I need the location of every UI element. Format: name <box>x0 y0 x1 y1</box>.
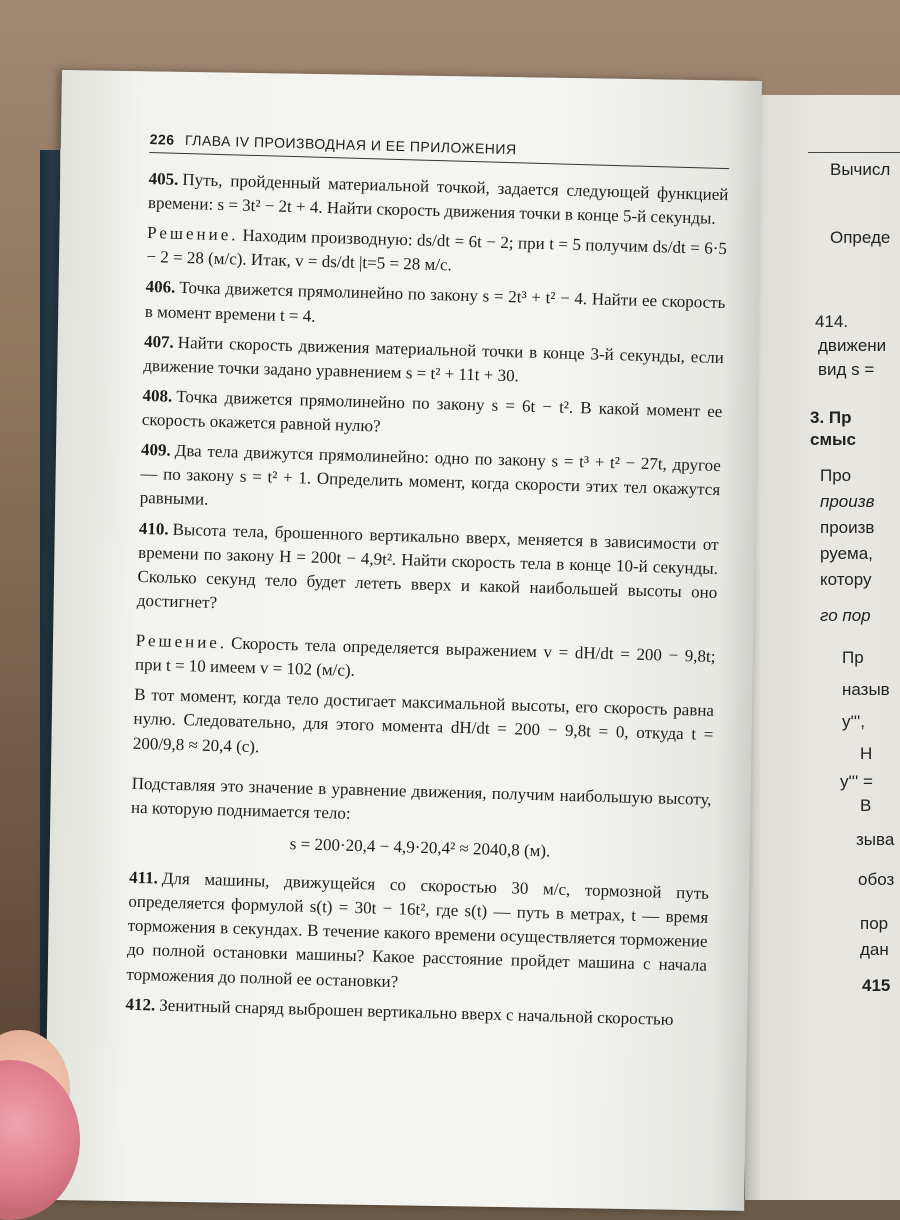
right-page <box>745 95 900 1200</box>
right-line: y''' = <box>840 772 873 791</box>
right-line: Про <box>820 466 852 485</box>
problem-text: Зенитный снаряд выброшен вертикально вверх с начальной скоростью <box>159 995 674 1029</box>
solution-text: Скорость тела определяется выражением v = dH/dt = 200 − 9,8t; при t = 10 имеем v = 102 (м/с). <box>134 633 716 681</box>
problem-number: 408. <box>142 385 173 406</box>
right-line: вид s = <box>818 360 875 379</box>
height-formula: s = 200·20,4 − 4,9·20,4² ≈ 2040,8 (м). <box>289 834 551 861</box>
problem-text: Два тела движутся прямолинейно: одно по закону s = t³ + t² − 27t, другое — по закону s = t² + 1. Определить момент, когда скорости этих тел окажутся равными. <box>139 440 722 510</box>
page-text <box>125 130 730 1039</box>
right-line: смыс <box>810 430 857 449</box>
right-line: Н <box>860 744 873 763</box>
problem-405 <box>148 167 729 231</box>
solution-405 <box>146 221 727 285</box>
page-number: 226 <box>149 130 175 148</box>
problem-number: 409. <box>140 440 172 460</box>
right-line: 3. Пр <box>810 408 852 427</box>
problem-411 <box>126 866 709 1003</box>
right-line: Пр <box>842 648 864 667</box>
problem-number: 412. <box>125 994 156 1015</box>
problem-410 <box>137 516 719 629</box>
right-line: обоз <box>858 870 895 889</box>
problem-text: Точка движется прямолинейно по закону s = 2t³ + t² − 4. Найти ее скорость в момент времени t = 4. <box>144 278 726 326</box>
problem-407 <box>143 330 724 394</box>
right-line: 414. <box>815 312 849 331</box>
right-line: го пор <box>820 606 871 625</box>
problem-text: Найти скорость движения материальной точки в конце 3-й секунды, если движение точки задано уравнением s = t² + 11t + 30. <box>143 332 725 386</box>
right-line: движени <box>818 336 887 355</box>
right-line: 415 <box>862 976 891 995</box>
solution-paragraph: В тот момент, когда тело достигает максимальной высоты, его скорость равна нулю. Следовательно, для этого момента dH/dt = 200 − 9,8t = 0, откуда t = 200/9,8 ≈ 20,4 (с). <box>132 685 715 756</box>
right-page-rule <box>808 152 900 153</box>
right-line: произв <box>820 492 875 511</box>
solution-heading: Решение. <box>146 223 239 245</box>
right-line: В <box>860 796 872 815</box>
problem-number: 405. <box>148 168 179 189</box>
problem-409 <box>139 438 721 527</box>
problem-number: 411. <box>128 867 159 888</box>
solution-text: Находим производную: ds/dt = 6t − 2; при t = 5 получим ds/dt = 6·5 − 2 = 28 (м/с). Итак, v = ds/dt |t=5 = 28 м/с. <box>146 225 728 275</box>
problem-406 <box>145 275 726 339</box>
problem-text: Для машины, движущейся со скоростью 30 м/с, тормозной путь определяется формулой s(t) = 30t − 16t², где s(t) — путь в метрах, t — время торможения в секундах. В течение какого времени осуществляется торможение до полной остановки машины? Какое расстояние пройдет машина с начала торможения до полной ее остановки? <box>126 868 710 991</box>
problem-number: 406. <box>145 277 176 298</box>
right-line: руема, <box>820 544 873 563</box>
right-line: пор <box>860 914 889 933</box>
right-line: зыва <box>856 830 895 849</box>
right-line: дан <box>860 940 889 959</box>
problem-number: 407. <box>143 331 175 352</box>
problem-text: Высота тела, брошенного вертикально вверх, меняется в зависимости от времени по закону H = 200t − 4,9t². Найти скорость тела в конце 10-й секунды. Сколько секунд тело будет лететь вверх и какой наибольшей высоты оно достигнет? <box>136 519 719 612</box>
right-line: назыв <box>842 680 890 699</box>
right-line: котору <box>820 570 872 589</box>
right-line: Опреде <box>830 228 891 247</box>
chapter-title: ГЛАВА IV ПРОИЗВОДНАЯ И ЕЕ ПРИЛОЖЕНИЯ <box>184 131 517 158</box>
right-line: Вычисл <box>830 160 891 179</box>
solution-heading: Решение. <box>135 630 228 653</box>
solution-paragraph: Подставляя это значение в уравнение движения, получим наибольшую высоту, на которую поднимается тело: <box>130 773 712 823</box>
problem-number: 410. <box>138 518 169 539</box>
right-line: y''', <box>842 712 865 731</box>
right-line: произв <box>820 518 875 537</box>
problem-text: Точка движется прямолинейно по закону s = 6t − t². В какой момент ее скорость окажется равной нулю? <box>141 386 723 436</box>
problem-text: Путь, пройденный материальной точкой, задается следующей функцией времени: s = 3t² − 2t + 4. Найти скорость движения точки в конце 5-й секунды. <box>147 169 729 228</box>
problem-408 <box>142 384 723 448</box>
